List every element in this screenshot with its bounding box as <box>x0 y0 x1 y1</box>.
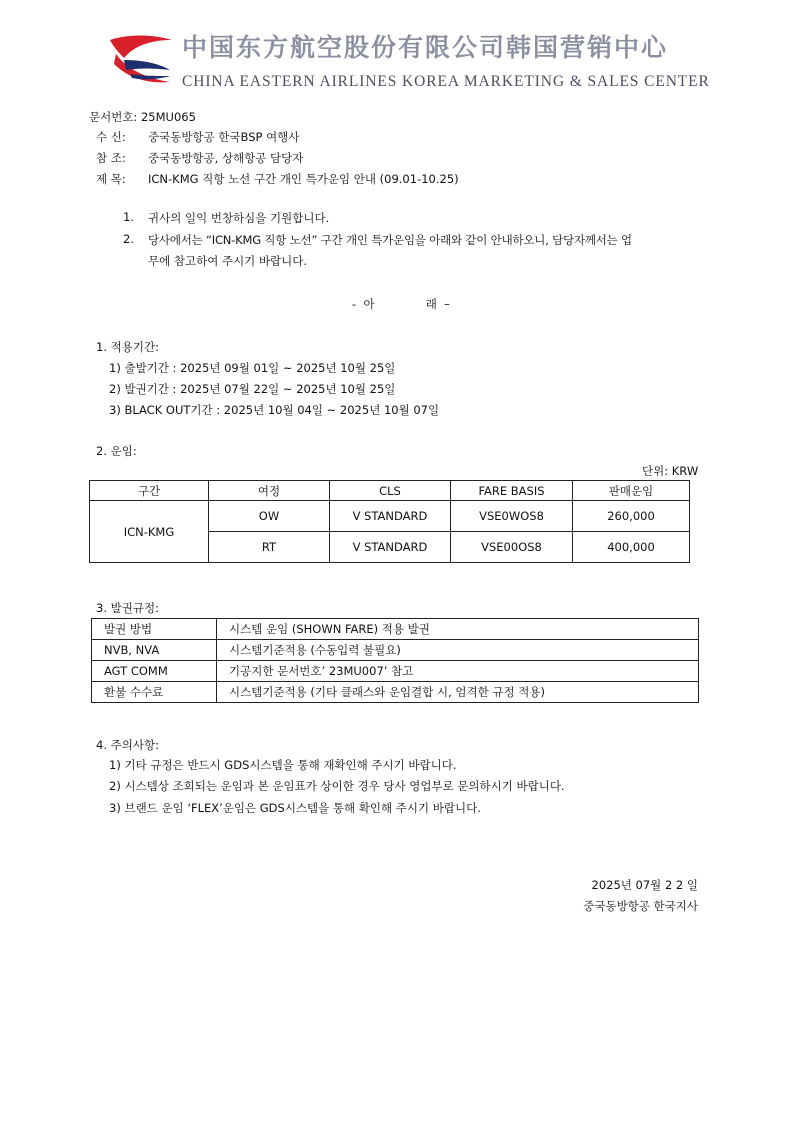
document-number: 문서번호: 25MU065 <box>89 110 196 124</box>
route-cell: ICN-KMG <box>90 501 209 563</box>
notice-item-3: 3) 브랜드 운임 ‘FLEX’운임은 GDS시스템을 통해 확인해 주시기 바랍니다. <box>109 801 481 815</box>
class-cell: V STANDARD <box>330 532 451 563</box>
cc-label: 참 조: <box>96 151 126 165</box>
rule-key: 환불 수수료 <box>92 682 217 703</box>
section-2-heading: 2. 운임: <box>96 444 137 458</box>
cc-line <box>96 150 303 166</box>
section-3-heading: 3. 발권규정: <box>96 601 159 615</box>
recipient-value: 중국동방항공 한국BSP 여행사 <box>148 130 300 144</box>
currency-unit: 단위: KRW <box>642 464 699 478</box>
col-class: CLS <box>330 481 451 501</box>
table-row <box>92 619 699 640</box>
rule-key: NVB, NVA <box>92 640 217 661</box>
subject-label: 제 목: <box>96 172 126 186</box>
recipient-line <box>96 129 299 145</box>
rule-value: 시스템기준적용 (기타 클래스와 운임결합 시, 엄격한 규정 적용) <box>217 682 699 703</box>
fare-basis-cell: VSE00OS8 <box>451 532 573 563</box>
table-row <box>92 640 699 661</box>
class-cell: V STANDARD <box>330 501 451 532</box>
rule-value: 시스템기준적용 (수동입력 불필요) <box>217 640 699 661</box>
rule-key: AGT COMM <box>92 661 217 682</box>
china-eastern-logo-icon <box>104 30 174 88</box>
rule-key: 발권 방법 <box>92 619 217 640</box>
notice-item-1: 1) 기타 규정은 반드시 GDS시스템을 통해 재확인해 주시기 바랍니다. <box>109 758 457 772</box>
fare-table <box>89 480 690 563</box>
notice-item-2: 2) 시스템상 조회되는 운임과 본 운임표가 상이한 경우 당사 영업부로 문의하시기 바랍니다. <box>109 779 565 793</box>
issue-date: 2025년 07월 2 2 일 <box>591 878 698 892</box>
subject-line <box>96 171 459 187</box>
period-blackout: 3) BLACK OUT기간 : 2025년 10월 04일 ~ 2025년 10월 07일 <box>109 403 440 417</box>
recipient-label: 수 신: <box>96 130 126 144</box>
period-departure: 1) 출발기간 : 2025년 09월 01일 ~ 2025년 10월 25일 <box>109 361 396 375</box>
issuing-office: 중국동방항공 한국지사 <box>583 899 698 913</box>
cc-value: 중국동방항공, 상해항공 담당자 <box>148 151 304 165</box>
section-1-heading: 1. 적용기간: <box>96 340 159 354</box>
intro-item-2-line-1: 당사에서는 “ICN-KMG 직항 노선” 구간 개인 특가운임을 아래와 같이 안내하오니, 담당자께서는 업 <box>148 233 632 247</box>
fare-basis-cell: VSE0WOS8 <box>451 501 573 532</box>
col-fare-basis: FARE BASIS <box>451 481 573 501</box>
trip-cell: RT <box>209 532 330 563</box>
intro-item-2-line-2: 무에 참고하여 주시기 바랍니다. <box>148 254 308 268</box>
company-name-en: CHINA EASTERN AIRLINES KOREA MARKETING & SALES CENTER <box>182 73 710 90</box>
fare-cell: 260,000 <box>573 501 690 532</box>
rule-value: 기공지한 문서번호’ 23MU007’ 참고 <box>217 661 699 682</box>
rule-value: 시스템 운임 (SHOWN FARE) 적용 발권 <box>217 619 699 640</box>
trip-cell: OW <box>209 501 330 532</box>
col-sale-fare: 판매운임 <box>573 481 690 501</box>
fare-cell: 400,000 <box>573 532 690 563</box>
intro-item-2-number: 2. <box>123 232 134 246</box>
table-row <box>92 661 699 682</box>
ticketing-rules-table <box>91 618 699 703</box>
col-route: 구간 <box>90 481 209 501</box>
subject-value: ICN-KMG 직항 노선 구간 개인 특가운임 안내 (09.01-10.25) <box>148 172 459 186</box>
fare-table-header <box>90 481 690 501</box>
period-ticketing: 2) 발권기간 : 2025년 07월 22일 ~ 2025년 10월 25일 <box>109 382 396 396</box>
table-row <box>90 501 690 532</box>
below-title: - 아 래 – <box>352 297 450 311</box>
intro-item-1: 귀사의 일익 번창하심을 기원합니다. <box>148 211 330 225</box>
company-name-cn: 中国东方航空股份有限公司韩国营销中心 <box>182 33 669 62</box>
col-trip: 여정 <box>209 481 330 501</box>
section-4-heading: 4. 주의사항: <box>96 738 159 752</box>
intro-item-1-number: 1. <box>123 210 134 224</box>
table-row <box>92 682 699 703</box>
